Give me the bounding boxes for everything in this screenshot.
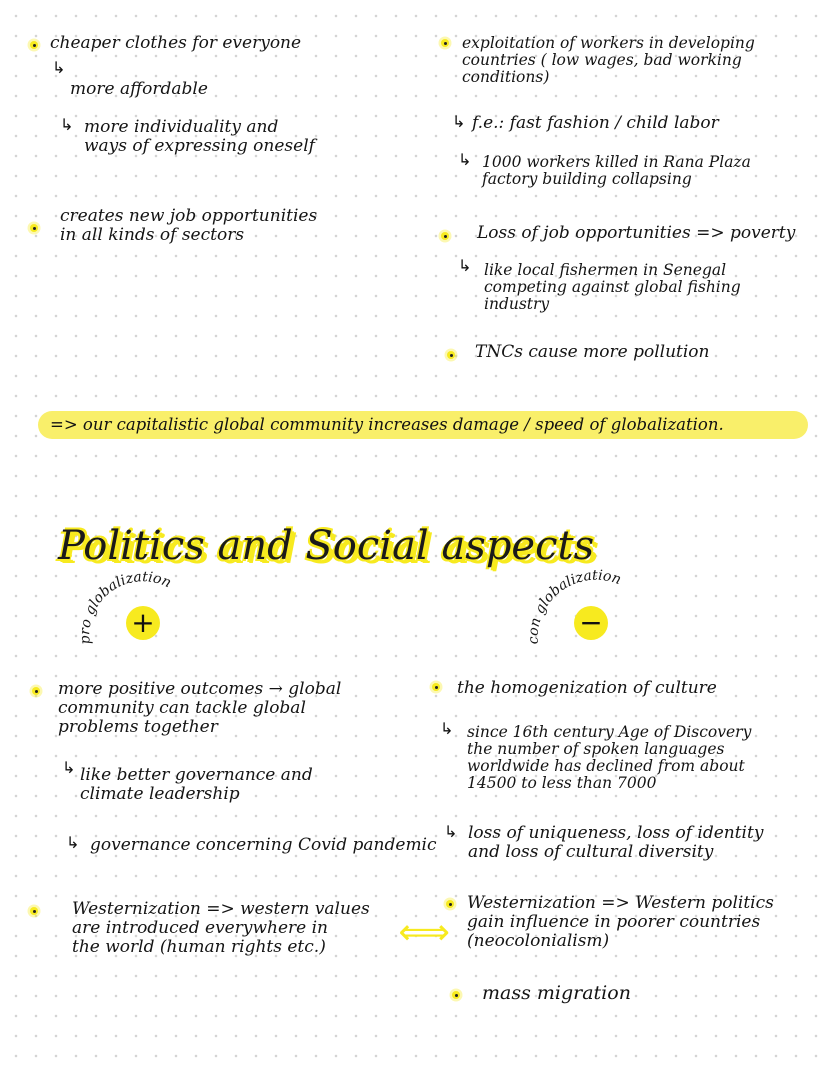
plus-sign-icon: +	[126, 606, 160, 640]
bullet-dot-icon	[30, 907, 38, 915]
con-point-mass-migration: mass migration	[482, 982, 631, 1004]
con-sub-rana-plaza: 1000 workers killed in Rana Plaza factory building collapsing	[482, 153, 751, 188]
pro-sub-covid: governance concerning Covid pandemic	[90, 835, 437, 855]
pro-point-westernization: Westernization => western values are introduced everywhere in the world (human rights etc.)	[72, 899, 370, 957]
con-sub-languages: since 16th century Age of Discovery the number of spoken languages worldwide has declined from about 14500 to less than 7000	[467, 723, 752, 792]
con-point-job-loss: Loss of job opportunities => poverty	[477, 223, 796, 243]
arrow-turn-icon: ↳	[66, 833, 80, 852]
arrow-turn-icon: ↳	[52, 58, 66, 77]
bullet-dot-icon	[30, 224, 38, 232]
bullet-dot-icon	[30, 41, 38, 49]
arrow-turn-icon: ↳	[458, 256, 472, 275]
arrow-turn-icon: ↳	[60, 115, 74, 134]
arrow-turn-icon: ↳	[444, 822, 458, 841]
arrow-turn-icon: ↳	[452, 112, 466, 131]
pro-sub-governance: like better governance and climate leadership	[80, 765, 313, 804]
conclusion-text: => our capitalistic global community increases damage / speed of globalization.	[50, 415, 724, 434]
arrow-turn-icon: ↳	[62, 758, 76, 777]
pro-point-job-opportunities: creates new job opportunities in all kinds of sectors	[60, 206, 318, 245]
bullet-dot-icon	[432, 683, 440, 691]
pro-globalization-text: pro globalization	[77, 569, 174, 646]
con-point-homogenization: the homogenization of culture	[457, 678, 717, 698]
pro-sub-individuality: more individuality and ways of expressing oneself	[84, 117, 315, 156]
pro-point-global-problems: more positive outcomes → global community can tackle global problems together	[58, 679, 342, 737]
section-heading-politics: Politics and Social aspects	[58, 523, 595, 569]
arrow-turn-icon: ↳	[440, 719, 454, 738]
bullet-dot-icon	[32, 687, 40, 695]
bullet-dot-icon	[447, 351, 455, 359]
minus-sign-icon: −	[574, 606, 608, 640]
bullet-dot-icon	[452, 991, 460, 999]
bullet-dot-icon	[446, 900, 454, 908]
arrow-turn-icon: ↳	[458, 150, 472, 169]
con-sub-cultural-diversity: loss of uniqueness, loss of identity and loss of cultural diversity	[468, 823, 764, 862]
con-point-exploitation: exploitation of workers in developing countries ( low wages, bad working conditions)	[462, 34, 755, 86]
con-point-pollution: TNCs cause more pollution	[475, 342, 710, 362]
double-arrow-icon: ⟺	[398, 912, 450, 953]
bullet-dot-icon	[441, 232, 449, 240]
con-sub-fast-fashion: f.e.: fast fashion / child labor	[472, 113, 719, 133]
bullet-dot-icon	[441, 39, 449, 47]
con-sub-fishermen: like local fishermen in Senegal competing against global fishing industry	[484, 261, 741, 313]
pro-point-cheaper-clothes: cheaper clothes for everyone	[50, 33, 302, 53]
con-globalization-text: con globalization	[525, 567, 624, 645]
pro-sub-affordable: more affordable	[70, 79, 208, 99]
con-point-neocolonialism: Westernization => Western politics gain influence in poorer countries (neocolonialism)	[467, 893, 774, 951]
